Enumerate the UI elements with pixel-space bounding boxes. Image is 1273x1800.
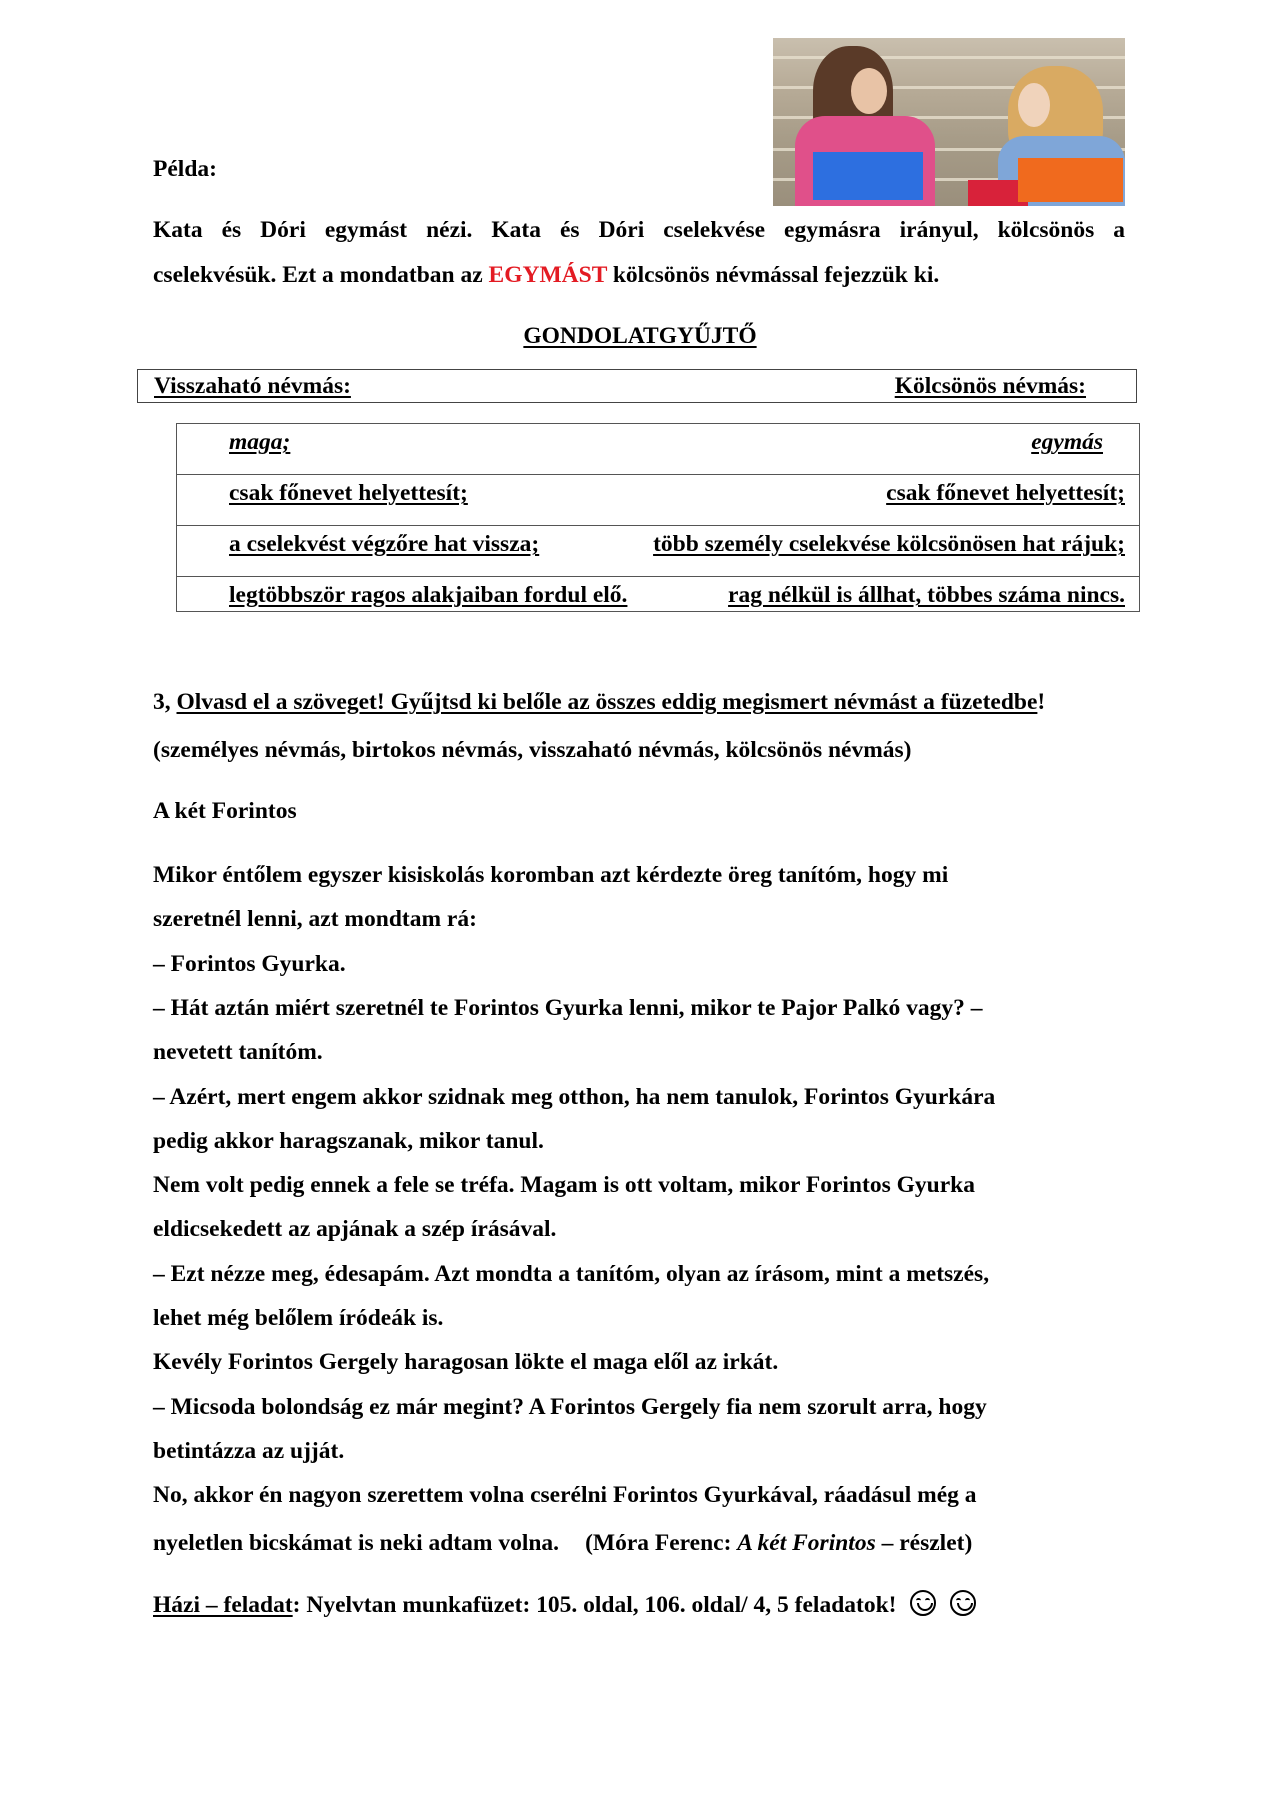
story-last-line (153, 1529, 972, 1557)
egymast-highlight: EGYMÁST (488, 262, 607, 288)
cell-left: a cselekvést végzőre hat vissza; (229, 531, 540, 557)
story-line: – Hát aztán miért szeretnél te Forintos Gyurka lenni, mikor te Pajor Palkó vagy? – (153, 994, 983, 1021)
example-text: cselekvésük. Ezt a mondatban az (153, 262, 489, 288)
cell-right: egymás (1031, 429, 1103, 455)
example-paragraph-line1: Kata és Dóri egymást nézi. Kata és Dóri cselekvése egymásra irányul, kölcsönös a (153, 217, 1125, 243)
story-line: nyeletlen bicskámat is neki adtam volna. (153, 1530, 560, 1556)
citation (585, 1530, 972, 1556)
header-kolcsonos: Kölcsönös névmás: (894, 373, 1086, 399)
story-line: lehet még belőlem íródeák is. (153, 1305, 444, 1331)
task-instruction: Olvasd el a szöveget! Gyűjtsd ki belőle az összes eddig megismert névmást a füzetedbe (176, 689, 1038, 715)
story-line: eldicsekedett az apjának a szép írásával. (153, 1216, 557, 1243)
table-row (177, 475, 1140, 526)
story-line: szeretnél lenni, azt mondtam rá: (153, 906, 477, 933)
story-line: Kevély Forintos Gergely haragosan lökte el maga elől az irkát. (153, 1349, 779, 1376)
story-line: betintázza az ujját. (153, 1437, 345, 1464)
example-text: kölcsönös névmással fejezzük ki. (606, 262, 940, 288)
story-line: nevetett tanítóm. (153, 1039, 323, 1066)
table-row (177, 424, 1140, 475)
cell-right: csak főnevet helyettesít; (886, 480, 1125, 506)
story-line: – Ezt nézze meg, édesapám. Azt mondta a tanítóm, olyan az írásom, mint a metszés, (153, 1260, 990, 1287)
story-line: Mikor éntőlem egyszer kisiskolás koromban azt kérdezte öreg tanítóm, hogy mi (153, 862, 949, 888)
gondolatgyujto-title: GONDOLATGYŰJTŐ (523, 323, 757, 349)
story-line: Nem volt pedig ennek a fele se tréfa. Magam is ott voltam, mikor Forintos Gyurka (153, 1172, 975, 1199)
cell-left: csak főnevet helyettesít; (229, 480, 468, 506)
cell-left: legtöbbször ragos alakjaiban fordul elő. (229, 582, 628, 608)
homework-label: Házi – feladat (153, 1592, 293, 1618)
citation-author: (Móra Ferenc: (585, 1530, 738, 1556)
cell-right: rag nélkül is állhat, többes száma nincs. (728, 582, 1125, 608)
header-visszahato: Visszaható névmás: (154, 373, 351, 399)
story-line: – Forintos Gyurka. (153, 950, 346, 977)
story-line: No, akkor én nagyon szerettem volna cserélni Forintos Gyurkával, ráadásul még a (153, 1482, 977, 1509)
table-row (177, 577, 1140, 612)
story-line: – Micsoda bolondság ez már megint? A Forintos Gergely fia nem szorult arra, hogy (153, 1393, 987, 1420)
story-title: A két Forintos (153, 798, 297, 824)
gondolatgyujto-header (137, 369, 1137, 403)
task-instruction-end: ! (1037, 689, 1046, 715)
students-photo (773, 38, 1125, 206)
story-line: – Azért, mert engem akkor szidnak meg otthon, ha nem tanulok, Forintos Gyurkára (153, 1083, 996, 1110)
homework-text: : Nyelvtan munkafüzet: 105. oldal, 106. oldal/ 4, 5 feladatok! (292, 1592, 897, 1618)
task3-instruction (153, 688, 1045, 716)
homework (153, 1590, 976, 1619)
table-row (177, 526, 1140, 577)
example-label: Példa: (153, 156, 217, 182)
comparison-table (176, 423, 1140, 612)
citation-title: A két Forintos (737, 1530, 876, 1556)
task-number: 3, (153, 689, 177, 715)
task3-subtitle: (személyes névmás, birtokos névmás, visszaható névmás, kölcsönös névmás) (153, 737, 912, 763)
smiley-icon (910, 1590, 936, 1616)
example-paragraph-line2 (153, 261, 939, 289)
citation-suffix: – részlet) (875, 1530, 973, 1556)
story-line: pedig akkor haragszanak, mikor tanul. (153, 1127, 544, 1154)
smiley-icon (950, 1590, 976, 1616)
cell-left: maga; (229, 429, 291, 455)
cell-right: több személy cselekvése kölcsönösen hat rájuk; (653, 531, 1125, 557)
